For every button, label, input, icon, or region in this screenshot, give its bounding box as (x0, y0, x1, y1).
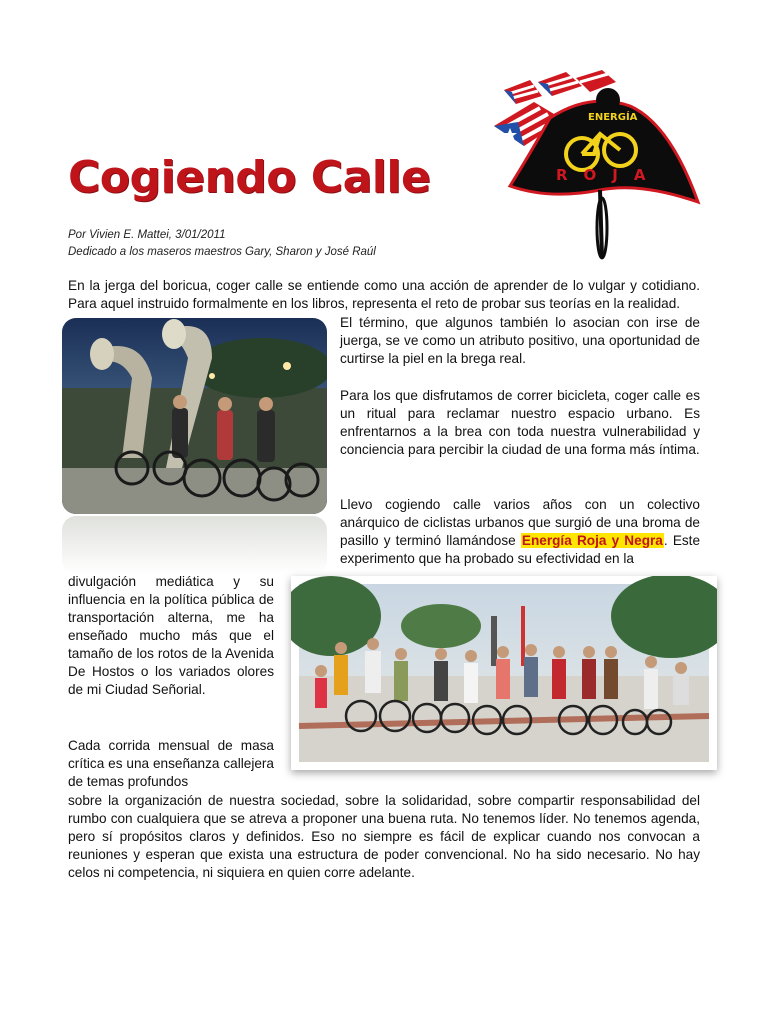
paragraph-4-continued: sobre la organización de nuestra sociedad, sobre la solidaridad, sobre compartir responsabilidad del rumbo con cualquiera que se atreva a proponer una buena ruta. No tenemos líder. No tenemos agenda, pero sí propósitos claros y definidos. Eso no siempre es fácil de explicar cuando nos convocan a reuniones y esperan que exista una estructura de poder convencional. No ha sido necesario. No hay celos ni competencia, ni siquiera en quien corre adelante. (68, 793, 700, 880)
photo-1-reflection (62, 516, 327, 574)
energia-roja-logo (490, 62, 702, 262)
rider-head-icon (596, 88, 620, 112)
flag-top-left (504, 80, 542, 104)
photo-group-cyclists (291, 576, 717, 770)
paragraph-2: Para los que disfrutamos de correr bicicleta, coger calle es un ritual para reclamar nuestro espacio urbano. Es enfrentarnos a la brea con toda nuestra vulnerabilidad y conciencia para percibir la ciudad de una forma más íntima. (340, 388, 700, 457)
photo-1-wrapper (62, 318, 327, 576)
logo-text: ROJA (556, 166, 662, 184)
paragraph-4: Cada corrida mensual de masa crítica es una enseñanza callejera de temas profundos (68, 738, 274, 789)
photo-cyclists-night (62, 318, 327, 514)
paragraph-3-continued: divulgación mediática y su influencia en la política pública de transportación alterna, me ha enseñado mucho más que el tamaño de los rotos de la Avenida De Hostos o los variados olores de mi Ciudad Señorial. (68, 574, 274, 697)
paragraph-1: En la jerga del boricua, coger calle se entiende como una acción de aprender de lo vulgar y cotidiano. Para aquel instruido formalmente en los libros, representa el reto de probar sus teorías en la realidad. (68, 278, 700, 311)
flag-top-center (538, 72, 582, 96)
paragraph-3-start: Llevo cogiendo calle varios años con un colectivo anárquico de ciclistas urbanos que surgió de una broma de pasillo y terminó llamándose (340, 497, 700, 548)
page-title: Cogiendo Calle (68, 152, 431, 203)
group-name-highlight: Energía Roja y Negra (521, 533, 663, 548)
paragraph-3: Llevo cogiendo calle varios años con un colectivo anárquico de ciclistas urbanos que surgió de una broma de pasillo y terminó llamándose Energía Roja y Negra. Este experimento que ha probado su efectividad en la (340, 497, 701, 566)
logo-text-top: ENERGÍA (588, 112, 638, 123)
byline: Por Vivien E. Mattei, 3/01/2011 (68, 229, 226, 241)
dedication: Dedicado a los maseros maestros Gary, Sharon y José Raúl (68, 246, 376, 258)
paragraph-3-line4: Este experimento que ha probado su efectividad en la (340, 533, 701, 566)
paragraph-1-continued: El término, que algunos también lo asocian con irse de juerga, se ve como un atributo positivo, una oportunidad de curtirse la piel en la brega real. (340, 315, 700, 366)
